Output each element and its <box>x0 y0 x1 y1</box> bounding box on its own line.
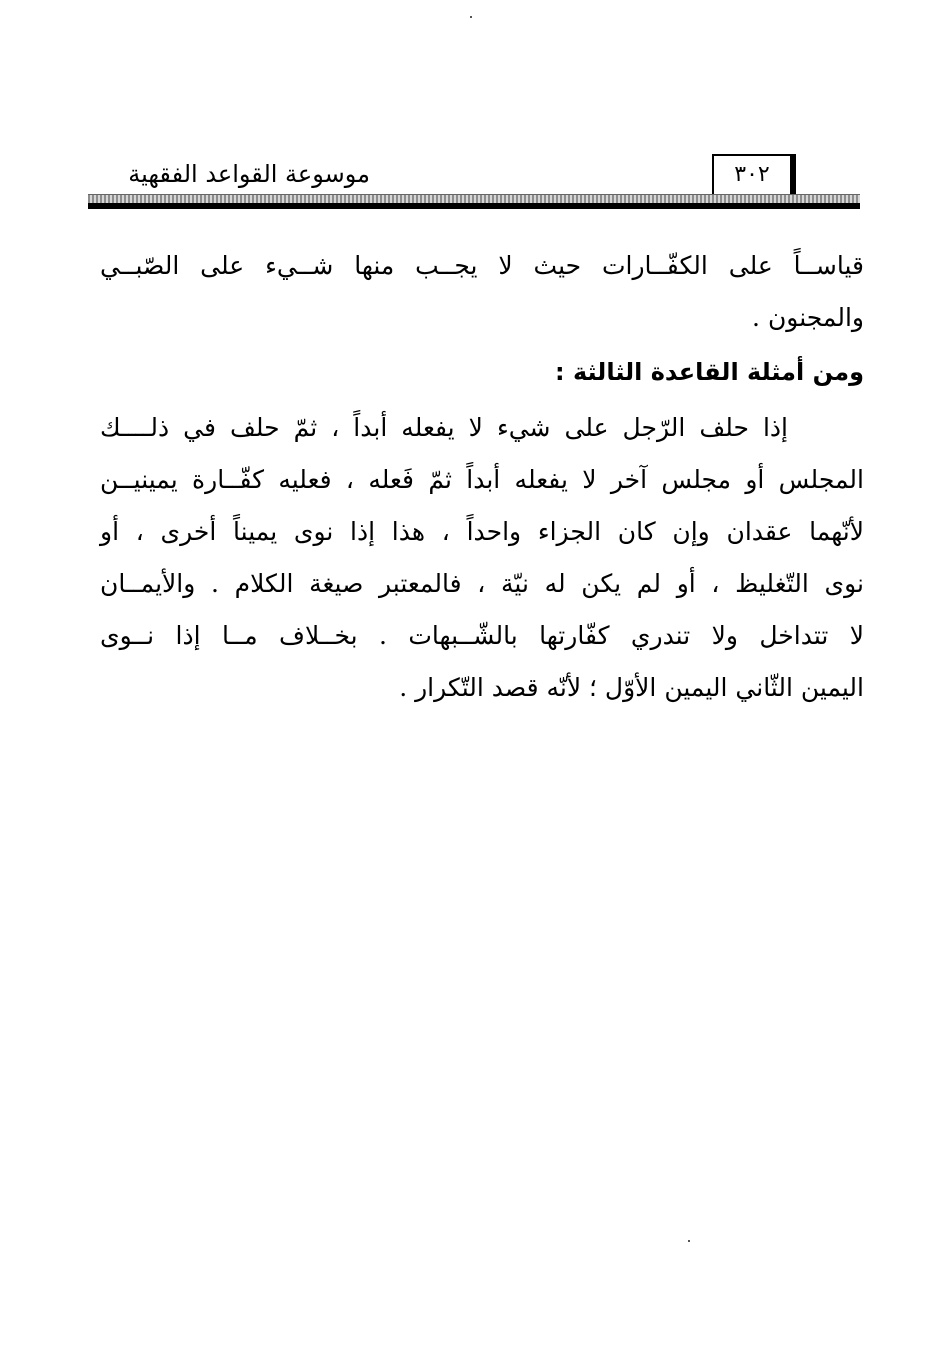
scan-speck <box>470 16 472 18</box>
text-line: لأنّهما عقدان وإن كان الجزاء واحداً ، هذا إذا نوى يميناً أخرى ، أو <box>100 517 864 546</box>
section-heading: ومن أمثلة القاعدة الثالثة : <box>555 358 864 386</box>
text-line: نوى التّغليظ ، أو لم يكن له نيّة ، فالمعتبر صيغة الكلام . والأيمــان <box>100 569 864 598</box>
text-line: إذا حلف الرّجل على شيء لا يفعله أبداً ، ثمّ حلف في ذلــــك <box>100 413 788 442</box>
text-line: اليمين الثّاني اليمين الأوّل ؛ لأنّه قصد التّكرار . <box>399 673 864 702</box>
running-title: موسوعة القواعد الفقهية <box>128 160 370 188</box>
scan-speck <box>688 1240 690 1242</box>
page-number: ٣٠٢ <box>712 154 796 194</box>
text-line: لا تتداخل ولا تندري كفّارتها بالشّــبهات . بخــلاف مــا إذا نــوى <box>100 621 864 650</box>
header-rule-hatched <box>88 194 860 203</box>
example-paragraph <box>100 402 864 714</box>
paragraph-continuation <box>100 240 864 344</box>
text-line: قياســاً على الكفّــارات حيث لا يجــب منها شــيء على الصّبــي <box>100 251 864 280</box>
header-rule-solid <box>88 203 860 209</box>
text-line: والمجنون . <box>752 303 864 332</box>
text-line: المجلس أو مجلس آخر لا يفعله أبداً ثمّ فَعله ، فعليه كفّــارة يمينيــن <box>100 465 864 494</box>
